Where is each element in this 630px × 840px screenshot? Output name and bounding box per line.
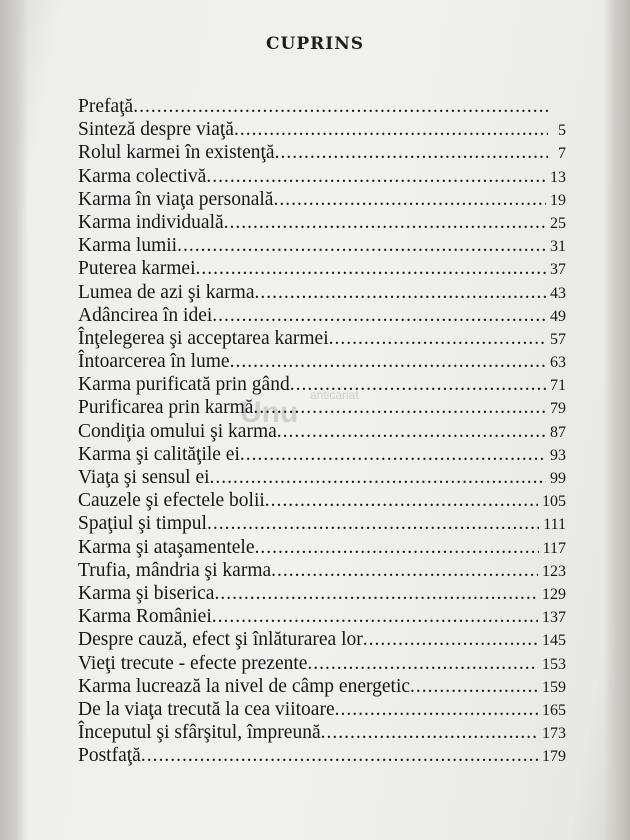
toc-entry-title: Condiţia omului şi karma [78,420,277,442]
dot-leader [255,282,547,304]
toc-entry-title: Karma colectivă [78,165,207,187]
toc-entry [78,444,566,467]
toc-entry [78,537,566,560]
dot-leader [224,212,546,234]
toc-entry-title: Despre cauză, efect şi înlăturarea lor [78,629,363,651]
dot-leader [206,166,546,188]
dot-leader [255,537,539,559]
toc-entry [78,722,566,745]
toc-entry [78,351,566,374]
toc-entry-page: 63 [550,354,566,372]
toc-entry-title: Prefaţă [78,96,134,117]
toc-entry-title: Postfaţă [78,745,141,767]
toc-entry-page: 123 [542,562,566,580]
dot-leader [234,119,548,141]
toc-entry [78,676,566,699]
page-left-edge [0,0,28,840]
toc-entry [78,699,566,722]
toc-entry-title: Sinteză despre viaţă [78,119,234,141]
dot-leader [133,96,548,118]
dot-leader [207,513,539,535]
toc-entry-title: Întoarcerea în lume [78,351,230,373]
toc-entry [78,258,566,281]
toc-entry-title: Rolul karmei în existenţă [78,142,275,164]
toc-entry-page: 173 [542,725,566,743]
table-of-contents [78,96,566,768]
toc-entry-title: Karma lucrează la nivel de câmp energetic [78,675,411,697]
toc-entry-title: Karma României [78,606,212,628]
toc-entry [78,653,566,676]
toc-entry-page: 25 [550,214,566,232]
toc-entry [78,560,566,583]
toc-entry-title: Începutul şi sfârşitul, împreună [78,722,321,744]
dot-leader [240,444,546,466]
toc-entry-title: Trufia, mândria şi karma [78,559,272,581]
toc-entry-page: 153 [542,655,566,673]
toc-entry-title: Adâncirea în idei [78,304,213,326]
toc-entry-page: 71 [550,377,566,395]
dot-leader [329,328,546,350]
toc-entry [78,119,566,142]
dot-leader [212,606,538,628]
toc-entry [78,606,566,629]
toc-entry-page: 179 [542,748,566,766]
toc-entry [78,305,566,328]
toc-entry-page: 93 [550,446,566,464]
toc-entry-page: 105 [542,493,566,511]
toc-entry [78,282,566,305]
toc-entry-title: De la viaţa trecută la cea viitoare [78,698,335,720]
dot-leader [307,653,538,675]
toc-entry [78,513,566,536]
page-title: CUPRINS [265,34,365,54]
toc-entry-title: Karma purificată prin gând [78,374,290,396]
toc-entry [78,629,566,652]
dot-leader [210,467,546,489]
toc-entry-page: 43 [550,284,566,302]
dot-leader [275,142,548,164]
toc-entry-title: Puterea karmei [78,258,196,280]
toc-entry-page: 145 [542,632,566,650]
dot-leader [214,583,538,605]
dot-leader [177,235,546,257]
dot-leader [277,421,546,443]
toc-entry-title: Lumea de azi şi karma [78,281,255,303]
toc-entry-page: 165 [542,701,566,719]
toc-entry-title: Karma lumii [78,235,178,257]
toc-entry-page: 87 [550,423,566,441]
toc-entry-page: 49 [550,307,566,325]
toc-entry [78,328,566,351]
toc-entry-page: 37 [550,261,566,279]
toc-entry-page: 137 [542,609,566,627]
toc-entry-title: Karma şi ataşamentele [78,536,255,558]
toc-entry-page: 79 [550,400,566,418]
toc-entry-page: 13 [550,168,566,186]
toc-entry-page: 5 [558,122,566,140]
toc-entry [78,166,566,189]
watermark-top-text: anticariat [310,388,359,402]
toc-entry [78,142,566,165]
toc-entry [78,189,566,212]
toc-entry [78,212,566,235]
toc-entry [78,421,566,444]
toc-entry-page: 19 [550,191,566,209]
dot-leader [321,722,538,744]
toc-entry-title: Karma în viaţa personală [78,188,274,210]
toc-entry [78,583,566,606]
dot-leader [410,676,538,698]
toc-entry [78,235,566,258]
toc-entry [78,374,566,397]
dot-leader [335,699,538,721]
dot-leader [212,305,546,327]
toc-entry-title: Karma şi biserica [78,582,215,604]
dot-leader [253,397,546,419]
dot-leader [363,629,538,651]
toc-entry-page: 57 [550,330,566,348]
dot-leader [196,258,547,280]
toc-entry-page: 129 [542,585,566,603]
toc-entry-title: Cauzele şi efectele bolii [78,490,265,512]
toc-entry-title: Karma individuală [78,211,224,233]
toc-entry-title: Spaţiul şi timpul [78,513,207,535]
toc-entry [78,397,566,420]
toc-entry-title: Purificarea prin karmă [78,397,254,419]
toc-entry [78,467,566,490]
dot-leader [230,351,546,373]
toc-entry-page: 111 [543,516,566,534]
dot-leader [271,560,538,582]
toc-entry-page: 117 [542,539,566,557]
toc-entry-title: Vieţi trecute - efecte prezente [78,652,308,674]
toc-entry [78,490,566,513]
toc-entry-page: 99 [550,470,566,487]
dot-leader [141,745,538,767]
toc-entry [78,745,566,768]
toc-entry-title: Viaţa şi sensul ei [78,467,210,488]
toc-entry-title: Înţelegerea şi acceptarea karmei [78,327,329,349]
dot-leader [265,490,538,512]
toc-entry-page: 7 [558,145,566,163]
toc-entry-title: Karma şi calităţile ei [78,443,240,465]
toc-entry [78,96,566,119]
dot-leader [273,189,546,211]
dot-leader [290,374,546,396]
toc-entry-page: 31 [550,238,566,256]
watermark-main-text: Unu [240,396,299,429]
page-right-edge [604,0,630,840]
toc-entry-page: 159 [542,678,566,696]
